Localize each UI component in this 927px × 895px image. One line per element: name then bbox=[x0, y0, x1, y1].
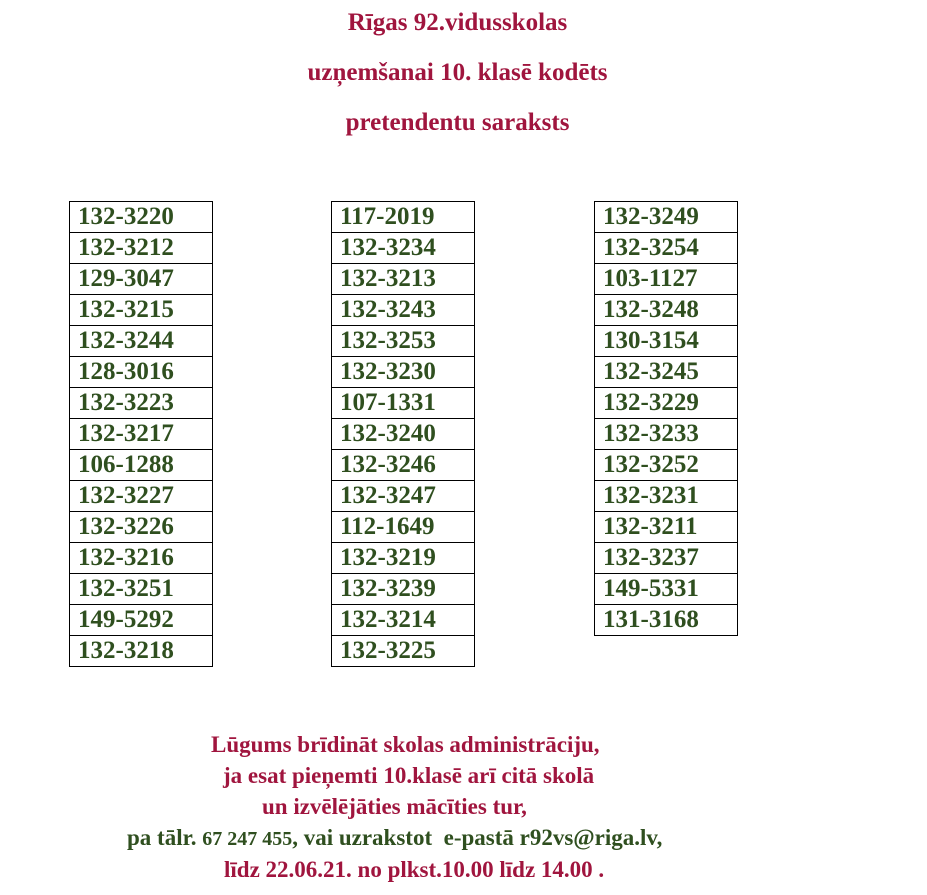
notice-line-1: Lūgums brīdināt skolas administrāciju, bbox=[211, 732, 600, 757]
code-row bbox=[332, 543, 475, 574]
title-line-3: pretendentu saraksts bbox=[345, 109, 570, 136]
code-row bbox=[332, 636, 475, 667]
code-row bbox=[595, 419, 738, 450]
code-row bbox=[595, 481, 738, 512]
candidate-code: 132-3245 bbox=[595, 357, 738, 388]
code-row bbox=[595, 233, 738, 264]
candidate-code: 149-5331 bbox=[595, 574, 738, 605]
candidate-code: 132-3226 bbox=[70, 512, 213, 543]
code-row bbox=[332, 264, 475, 295]
code-row bbox=[595, 326, 738, 357]
code-row bbox=[595, 295, 738, 326]
candidate-code: 132-3240 bbox=[332, 419, 475, 450]
code-row bbox=[332, 233, 475, 264]
candidate-code: 149-5292 bbox=[70, 605, 213, 636]
candidate-code: 132-3234 bbox=[332, 233, 475, 264]
code-row bbox=[332, 512, 475, 543]
notice-line-5: līdz 22.06.21. no plkst.10.00 līdz 14.00 . bbox=[224, 857, 605, 882]
candidate-code: 106-1288 bbox=[70, 450, 213, 481]
code-row bbox=[70, 295, 213, 326]
candidate-code: 132-3248 bbox=[595, 295, 738, 326]
email-text: , vai uzrakstot e-pastā r92vs@riga.lv, bbox=[292, 825, 663, 850]
candidate-code: 132-3211 bbox=[595, 512, 738, 543]
codes-column-3 bbox=[594, 201, 738, 636]
title-line-1: Rīgas 92.vidusskolas bbox=[347, 9, 568, 36]
code-row bbox=[332, 326, 475, 357]
candidate-code: 128-3016 bbox=[70, 357, 213, 388]
candidate-code: 132-3237 bbox=[595, 543, 738, 574]
candidate-code: 132-3213 bbox=[332, 264, 475, 295]
candidate-code: 132-3251 bbox=[70, 574, 213, 605]
code-row bbox=[332, 202, 475, 233]
candidate-code: 130-3154 bbox=[595, 326, 738, 357]
codes-column-2 bbox=[331, 201, 475, 667]
candidate-code: 132-3218 bbox=[70, 636, 213, 667]
code-row bbox=[595, 202, 738, 233]
candidate-code: 112-1649 bbox=[332, 512, 475, 543]
candidate-code: 132-3243 bbox=[332, 295, 475, 326]
phone-number: 67 247 455 bbox=[202, 828, 293, 850]
code-row bbox=[70, 357, 213, 388]
code-row bbox=[595, 574, 738, 605]
candidate-code: 132-3247 bbox=[332, 481, 475, 512]
candidate-code: 132-3217 bbox=[70, 419, 213, 450]
code-row bbox=[70, 481, 213, 512]
notice-line-4 bbox=[127, 823, 662, 854]
candidate-code: 132-3212 bbox=[70, 233, 213, 264]
codes-column-1 bbox=[69, 201, 213, 667]
phone-prefix: pa tālr. bbox=[127, 825, 203, 850]
code-row bbox=[332, 605, 475, 636]
code-row bbox=[332, 357, 475, 388]
code-row bbox=[70, 605, 213, 636]
notice-line-3: un izvēlējāties mācīties tur, bbox=[262, 794, 527, 819]
code-row bbox=[70, 388, 213, 419]
code-row bbox=[332, 295, 475, 326]
code-row bbox=[595, 512, 738, 543]
candidate-code: 132-3220 bbox=[70, 202, 213, 233]
candidate-code: 132-3227 bbox=[70, 481, 213, 512]
candidate-code: 132-3246 bbox=[332, 450, 475, 481]
code-row bbox=[70, 419, 213, 450]
candidate-code: 132-3225 bbox=[332, 636, 475, 667]
code-row bbox=[70, 574, 213, 605]
code-row bbox=[595, 450, 738, 481]
candidate-code: 132-3252 bbox=[595, 450, 738, 481]
candidate-code: 132-3229 bbox=[595, 388, 738, 419]
candidate-code: 132-3214 bbox=[332, 605, 475, 636]
candidate-code: 132-3239 bbox=[332, 574, 475, 605]
candidate-code: 132-3223 bbox=[70, 388, 213, 419]
code-row bbox=[595, 388, 738, 419]
candidate-code: 117-2019 bbox=[332, 202, 475, 233]
candidate-code: 132-3233 bbox=[595, 419, 738, 450]
code-row bbox=[70, 233, 213, 264]
code-row bbox=[332, 419, 475, 450]
candidate-code: 132-3249 bbox=[595, 202, 738, 233]
candidate-code: 132-3216 bbox=[70, 543, 213, 574]
candidate-code: 107-1331 bbox=[332, 388, 475, 419]
code-row bbox=[70, 202, 213, 233]
code-row bbox=[595, 357, 738, 388]
candidate-code: 132-3230 bbox=[332, 357, 475, 388]
candidate-code: 103-1127 bbox=[595, 264, 738, 295]
code-row bbox=[332, 481, 475, 512]
title-line-2: uzņemšanai 10. klasē kodēts bbox=[307, 59, 608, 86]
notice-line-2: ja esat pieņemti 10.klasē arī citā skolā bbox=[223, 763, 595, 788]
candidate-code: 132-3219 bbox=[332, 543, 475, 574]
candidate-code: 132-3253 bbox=[332, 326, 475, 357]
code-row bbox=[332, 388, 475, 419]
code-row bbox=[70, 636, 213, 667]
candidate-code: 132-3215 bbox=[70, 295, 213, 326]
code-row bbox=[595, 543, 738, 574]
code-row bbox=[595, 605, 738, 636]
code-row bbox=[70, 326, 213, 357]
code-row bbox=[332, 574, 475, 605]
code-row bbox=[595, 264, 738, 295]
code-row bbox=[332, 450, 475, 481]
code-row bbox=[70, 543, 213, 574]
code-row bbox=[70, 512, 213, 543]
candidate-code: 132-3254 bbox=[595, 233, 738, 264]
candidate-code: 132-3244 bbox=[70, 326, 213, 357]
candidate-code: 132-3231 bbox=[595, 481, 738, 512]
code-row bbox=[70, 264, 213, 295]
code-row bbox=[70, 450, 213, 481]
candidate-code: 129-3047 bbox=[70, 264, 213, 295]
candidate-code: 131-3168 bbox=[595, 605, 738, 636]
